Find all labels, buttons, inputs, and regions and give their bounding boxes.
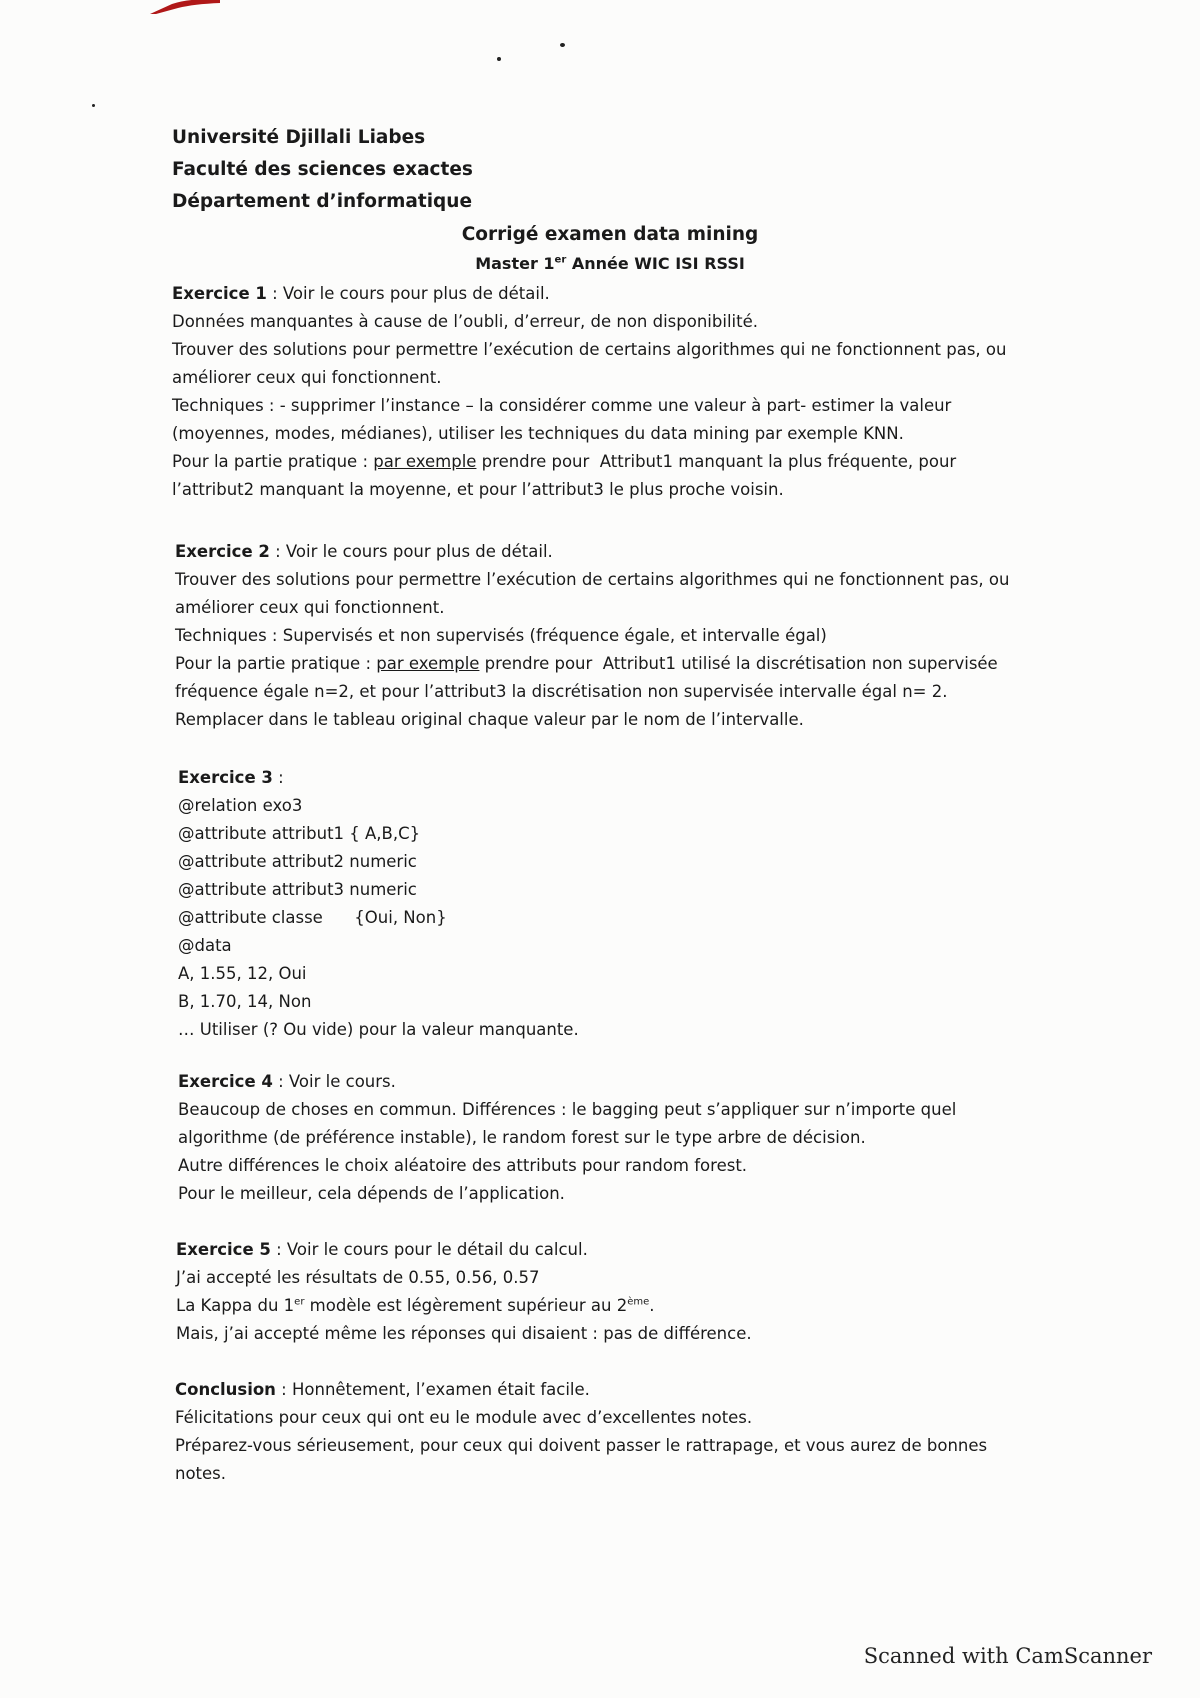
exercise-1-line: Données manquantes à cause de l’oubli, d’erreur, de non disponibilité. [172,312,758,331]
exercise-4-line: Autre différences le choix aléatoire des attributs pour random forest. [178,1156,748,1175]
exercise-1 [172,280,1072,504]
exercise-5-line: Mais, j’ai accepté même les réponses qui disaient : pas de différence. [176,1324,752,1343]
kappa-text: . [649,1296,655,1315]
exercise-2-intro: : Voir le cours pour plus de détail. [269,542,553,561]
exercise-2-line: Techniques : Supervisés et non supervisés (fréquence égale, et intervalle égal) [175,626,827,645]
practice-emphasis: par exemple [376,654,480,673]
subtitle-superscript: er [554,254,567,266]
exercise-2 [175,538,1075,734]
arff-line: @attribute attribut2 numeric [178,852,417,871]
practice-prefix: Pour la partie pratique : [175,654,377,673]
exercise-1-label: Exercice 1 [172,284,267,303]
exercise-2-line: Trouver des solutions pour permettre l’exécution de certains algorithmes qui ne fonctionnent pas, ou [175,570,1010,589]
scan-speck [560,43,565,47]
exercise-3 [178,764,1078,1044]
arff-line: A, 1.55, 12, Oui [178,964,307,983]
kappa-line [176,1292,1076,1320]
exercise-2-label: Exercice 2 [175,542,270,561]
faculty-name: Faculté des sciences exactes [172,159,473,180]
kappa-superscript: er [294,1296,305,1308]
arff-line: @relation exo3 [178,796,303,815]
exercise-2-line: fréquence égale n=2, et pour l’attribut3 la discrétisation non supervisée intervalle égal n= 2. [175,682,948,701]
practice-prefix: Pour la partie pratique : [172,452,374,471]
arff-line: @attribute classe {Oui, Non} [178,908,447,927]
arff-line: @attribute attribut3 numeric [178,880,417,899]
conclusion-line: Préparez-vous sérieusement, pour ceux qui doivent passer le rattrapage, et vous aurez de bonnes [175,1436,988,1455]
department-name: Département d’informatique [172,191,472,212]
document-subtitle [0,254,1200,273]
scanner-watermark: Scanned with CamScanner [863,1644,1152,1668]
arff-line: … Utiliser (? Ou vide) pour la valeur manquante. [178,1020,579,1039]
exercise-3-intro: : [272,768,284,787]
practice-emphasis: par exemple [373,452,477,471]
exercise-5 [176,1236,1076,1348]
exercise-1-line: améliorer ceux qui fonctionnent. [172,368,442,387]
arff-line: @attribute attribut1 { A,B,C} [178,824,421,843]
exercise-4-line: Beaucoup de choses en commun. Différences : le bagging peut s’appliquer sur n’importe quel [178,1100,957,1119]
arff-line: @data [178,936,232,955]
scan-speck [92,104,95,107]
conclusion-line: Félicitations pour ceux qui ont eu le module avec d’excellentes notes. [175,1408,753,1427]
university-name: Université Djillali Liabes [172,127,426,148]
exercise-1-line: Techniques : - supprimer l’instance – la considérer comme une valeur à part- estimer la valeur [172,396,952,415]
conclusion-line: notes. [175,1464,227,1483]
exercise-1-intro: : Voir le cours pour plus de détail. [266,284,550,303]
exercise-1-line: l’attribut2 manquant la moyenne, et pour l’attribut3 le plus proche voisin. [172,480,784,499]
practice-suffix: prendre pour Attribut1 manquant la plus fréquente, pour [476,452,957,471]
practice-suffix: prendre pour Attribut1 utilisé la discrétisation non supervisée [479,654,998,673]
exercise-1-line: Trouver des solutions pour permettre l’exécution de certains algorithmes qui ne fonctionnent pas, ou [172,340,1007,359]
kappa-superscript: ème [627,1296,650,1308]
exercise-5-intro: : Voir le cours pour le détail du calcul. [270,1240,588,1259]
exercise-4-line: Pour le meilleur, cela dépends de l’application. [178,1184,565,1203]
conclusion [175,1376,1075,1488]
kappa-text: modèle est légèrement supérieur au 2 [304,1296,628,1315]
exercise-2-line: améliorer ceux qui fonctionnent. [175,598,445,617]
red-ink-mark-icon [150,0,220,14]
exercise-4-intro: : Voir le cours. [272,1072,396,1091]
scan-speck [497,57,501,61]
subtitle-suffix: Année WIC ISI RSSI [566,254,745,273]
institution-header [172,122,473,218]
subtitle-prefix: Master 1 [475,254,555,273]
exercise-4-line: algorithme (de préférence instable), le random forest sur le type arbre de décision. [178,1128,866,1147]
exercise-4 [178,1068,1078,1208]
exercise-3-label: Exercice 3 [178,768,273,787]
exercise-5-line: J’ai accepté les résultats de 0.55, 0.56, 0.57 [176,1268,540,1287]
arff-line: B, 1.70, 14, Non [178,992,312,1011]
conclusion-intro: : Honnêtement, l’examen était facile. [275,1380,590,1399]
exercise-5-label: Exercice 5 [176,1240,271,1259]
conclusion-label: Conclusion [175,1380,276,1399]
exercise-4-label: Exercice 4 [178,1072,273,1091]
exercise-1-line: (moyennes, modes, médianes), utiliser les techniques du data mining par exemple KNN. [172,424,904,443]
document-title: Corrigé examen data mining [461,224,759,245]
exercise-2-line: Remplacer dans le tableau original chaque valeur par le nom de l’intervalle. [175,710,804,729]
kappa-text: La Kappa du 1 [176,1296,295,1315]
